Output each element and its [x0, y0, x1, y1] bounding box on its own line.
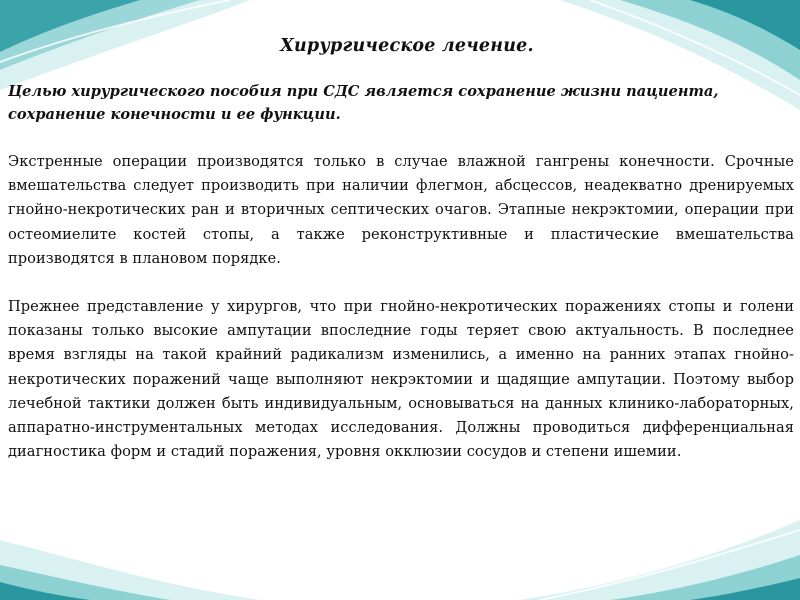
paragraph-emergency-operations: Экстренные операции производятся только в случае влажной гангрены конечности. Срочные вмешательства следует производить при наличии флегмон, абсцессов, неадекватно дренируемых гнойно-некротических ран и вторичных септических очагов. Этапные некрэктомии, операции при остеомиелите костей стопы, а также реконструктивные и пластические вмешательства производятся в плановом порядке.	[8, 153, 794, 267]
lead-line-2: сохранение конечности и ее функции.	[8, 106, 341, 123]
lead-statement	[6, 80, 798, 126]
slide-title: Хирургическое лечение.	[280, 36, 534, 56]
lead-line-1: Целью хирургического пособия при СДС является сохранение жизни пациента,	[8, 83, 719, 100]
paragraph-amputation-tactics: Прежнее представление у хирургов, что при гнойно-некротических поражениях стопы и голени показаны только высокие ампутации впоследние годы теряет свою актуальность. В последнее время взгляды на такой крайний радикализм изменились, а именно на ранних этапах гнойно-некротических поражений чаще выполняют некрэктомии и щадящие ампутации. Поэтому выбор лечебной тактики должен быть индивидуальным, основываться на данных клинико-лабораторных, аппаратно-инструментальных методах исследования. Должны проводиться дифференциальная диагностика форм и стадий поражения, уровня окклюзии сосудов и степени ишемии.	[8, 298, 794, 461]
slide-content	[6, 36, 798, 464]
